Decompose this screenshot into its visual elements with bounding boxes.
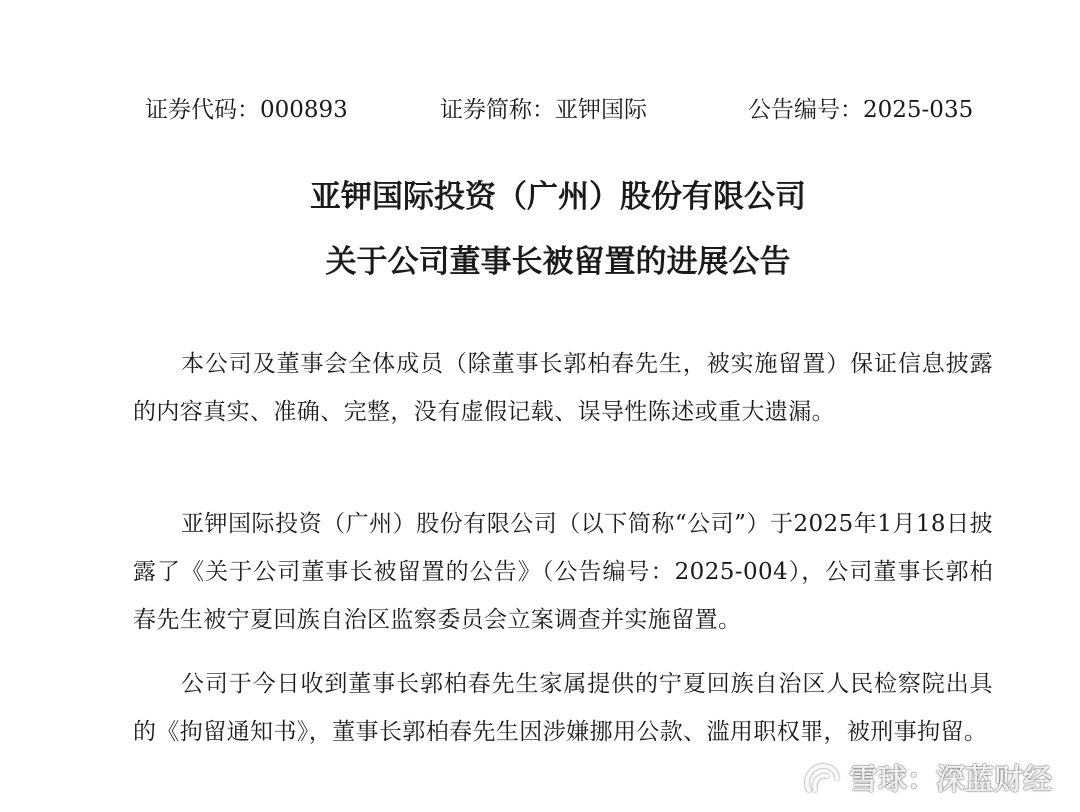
stock-abbreviation: 证券简称：亚钾国际 [440,97,647,123]
progress-paragraph: 公司于今日收到董事长郭柏春先生家属提供的宁夏回族自治区人民检察院出具的《拘留通知书》，董事长郭柏春先生因涉嫌挪用公款、滥用职权罪，被刑事拘留。 [133,671,993,745]
snowball-logo-icon [801,760,841,796]
watermark [801,757,1052,798]
stock-code: 证券代码：000893 [145,97,348,123]
disclaimer-paragraph: 本公司及董事会全体成员（除董事长郭柏春先生，被实施留置）保证信息披露的内容真实、准确、完整，没有虚假记载、误导性陈述或重大遗漏。 [133,351,993,425]
background-paragraph: 亚钾国际投资（广州）股份有限公司（以下简称“公司”）于2025年1月18日披露了《关于公司董事长被留置的公告》（公告编号：2025-004），公司董事长郭柏春先生被宁夏回族自治区监察委员会立案调查并实施留置。 [133,511,993,633]
company-title: 亚钾国际投资（广州）股份有限公司 [310,179,806,215]
watermark-text: 雪球：深蓝财经 [848,762,1052,796]
notice-number: 公告编号：2025-035 [748,97,974,123]
announcement-title: 关于公司董事长被留置的进展公告 [325,244,791,280]
document-header [0,92,1080,128]
